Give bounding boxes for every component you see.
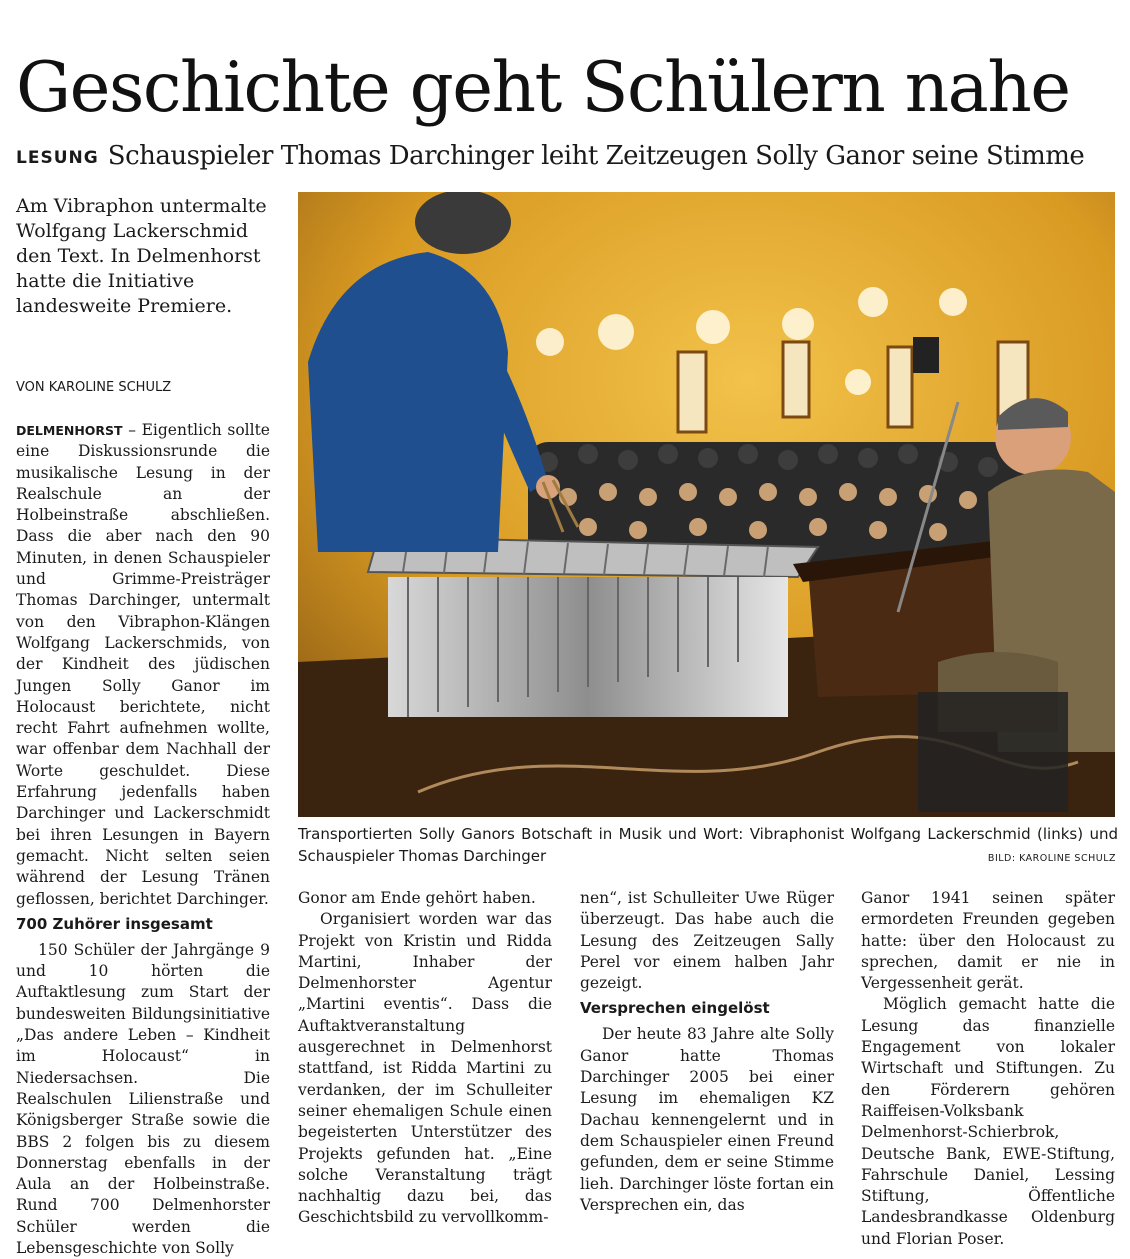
kicker: LESUNG bbox=[16, 148, 99, 168]
column-2 bbox=[298, 888, 552, 1229]
column-1 bbox=[16, 420, 270, 1259]
paragraph: nen“, ist Schulleiter Uwe Rüger überzeugt. Das habe auch die Lesung des Zeitzeugen Sally Perel vor einem halben Jahr gezeigt. bbox=[580, 889, 834, 993]
column-3 bbox=[580, 888, 834, 1216]
column-4 bbox=[861, 888, 1115, 1250]
subheading-versprechen: Versprechen eingelöst bbox=[580, 999, 770, 1018]
subtitle: Schauspieler Thomas Darchinger leiht Zeitzeugen Solly Ganor seine Stimme bbox=[107, 141, 1085, 171]
teaser: Am Vibraphon untermalte Wolfgang Lackerschmid den Text. In Delmenhorst hatte die Initiative landesweite Premiere. bbox=[16, 195, 267, 317]
dateline: DELMENHORST bbox=[16, 423, 123, 438]
paragraph: Möglich gemacht hatte die Lesung das finanzielle Engagement von lokaler Wirtschaft und Stiftungen. Zu den Förderern gehören Raiffeisen-Volksbank Delmenhorst-Schierbrok, Deutsche Bank, EWE-Stiftung, Fahrschule Daniel, Lessing Stiftung, Öffentliche Landesbrandkasse Oldenburg und Florian Poser. bbox=[861, 995, 1115, 1248]
photo-caption: Transportierten Solly Ganors Botschaft in Musik und Wort: Vibraphonist Wolfgang Lackerschmid (links) und Schauspieler Thomas Darchinger bbox=[298, 825, 1118, 865]
subline bbox=[16, 137, 1126, 178]
headline: Geschichte geht Schülern nahe bbox=[16, 48, 1070, 128]
subheading-700-zuhoerer: 700 Zuhörer insgesamt bbox=[16, 914, 213, 933]
paragraph: 150 Schüler der Jahrgänge 9 und 10 hörten die Auftaktlesung zum Start der bundesweiten Bildungsinitiative „Das andere Leben – Kindheit im Holocaust“ in Niedersachsen. Die Realschulen Lilienstraße und Königsberger Straße sowie die BBS 2 folgen bis zu diesem Donnerstag ebenfalls in der Aula an der Holbeinstraße. Rund 700 Delmenhorster Schüler werden die Lebensgeschichte von Solly bbox=[16, 940, 270, 1257]
photo-credit: BILD: KAROLINE SCHULZ bbox=[987, 853, 1116, 864]
paragraph: Ganor 1941 seinen später ermordeten Freunden gegeben hatte: über den Holocaust zu sprechen, damit er nie in Vergessenheit gerät. bbox=[861, 889, 1115, 993]
byline: VON KAROLINE SCHULZ bbox=[16, 380, 172, 395]
article-photo bbox=[298, 192, 1115, 817]
paragraph bbox=[16, 420, 270, 910]
paragraph-text: – Eigentlich sollte eine Diskussionsrunde die musikalische Lesung in der Realschule an der Holbeinstraße abschließen. Dass die aber nach den 90 Minuten, in denen Schauspieler und Grimme-Preisträger Thomas Darchinger, untermalt von den Vibraphon-Klängen Wolfgang Lackerschmids, von der Kindheit des jüdischen Jungen Solly Ganor im Holocaust berichtete, nicht recht Fahrt aufnehmen wollte, war offenbar dem Nachhall der Worte geschuldet. Diese Erfahrung jedenfalls haben Darchinger und Lackerschmidt bei ihren Lesungen in Bayern gemacht. Nicht selten seien während der Lesung Tränen geflossen, berichtet Darchinger. bbox=[16, 421, 270, 908]
paragraph: Gonor am Ende gehört haben. bbox=[298, 889, 536, 907]
paragraph: Organisiert worden war das Projekt von Kristin und Ridda Martini, Inhaber der Delmenhorster Agentur „Martini eventis“. Dass die Auftaktveranstaltung ausgerechnet in Delmenhorst stattfand, ist Ridda Martini zu verdanken, der im Schulleiter seiner ehemaligen Schule einen begeisterten Unterstützer des Projekts gefunden hat. „Eine solche Veranstaltung trägt nachhaltig dazu bei, das Geschichtsbild zu vervollkomm- bbox=[298, 910, 552, 1227]
paragraph: Der heute 83 Jahre alte Solly Ganor hatte Thomas Darchinger 2005 bei einer Lesung im ehemaligen KZ Dachau kennengelernt und in dem Schauspieler einen Freund gefunden, dem er seine Stimme lieh. Darchinger löste fortan ein Versprechen ein, das bbox=[580, 1025, 834, 1214]
